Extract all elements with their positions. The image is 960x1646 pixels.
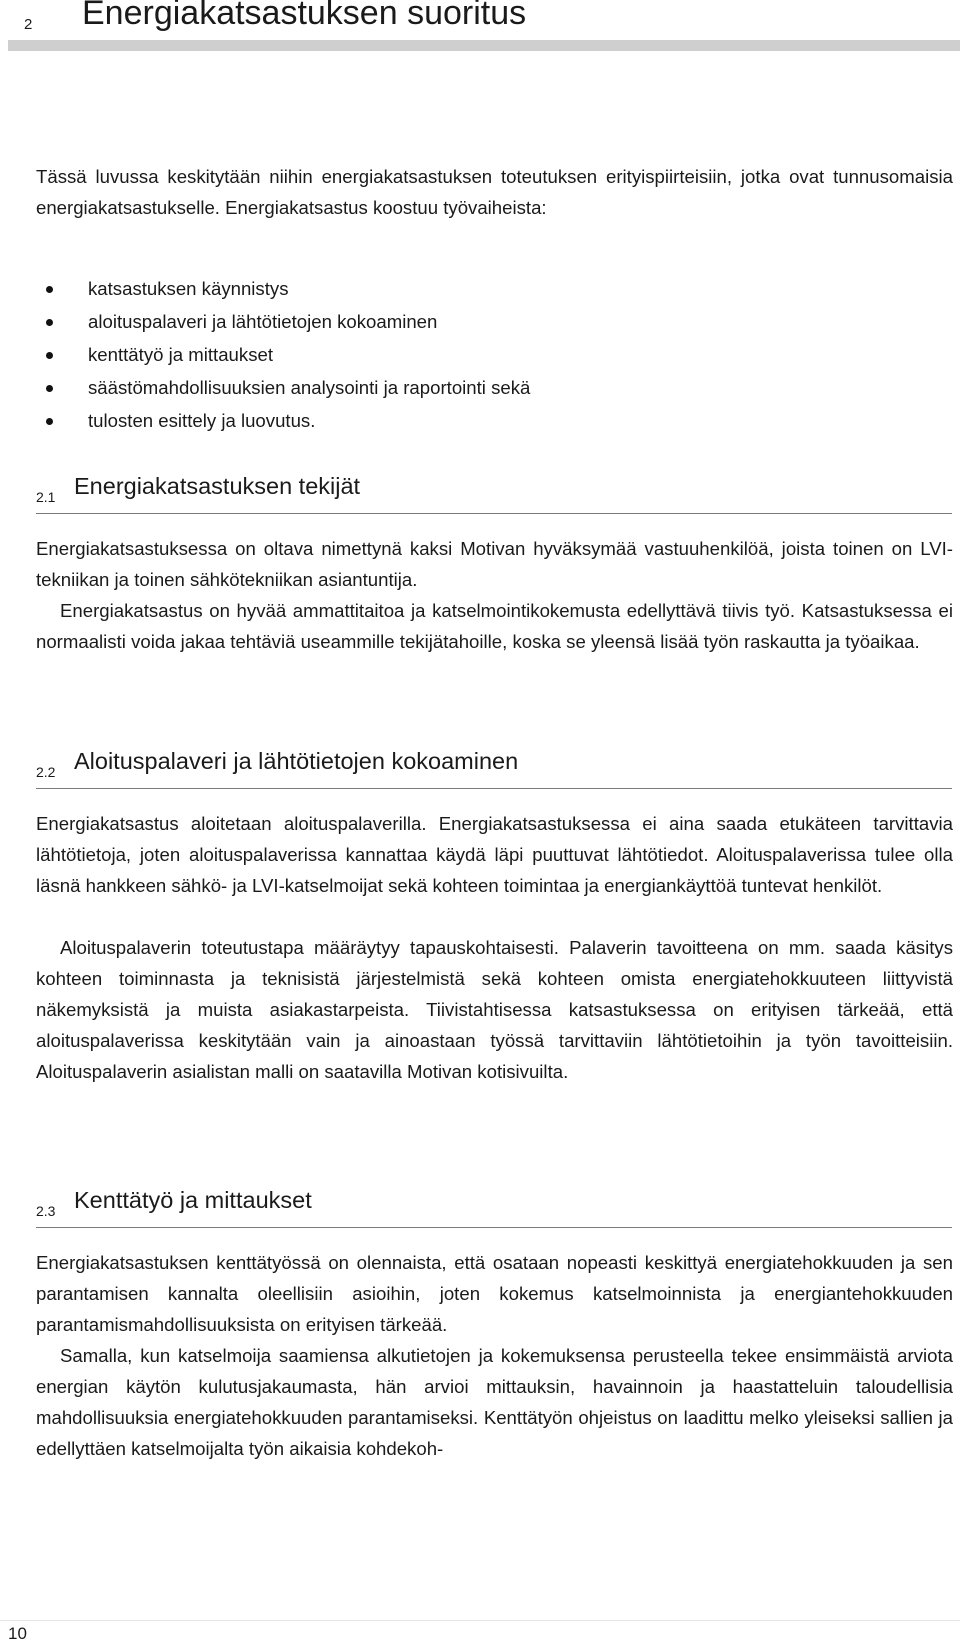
bullet-icon xyxy=(46,286,53,293)
section-title: Aloituspalaveri ja lähtötietojen kokoaminen xyxy=(74,748,519,774)
section-title: Kenttätyö ja mittaukset xyxy=(74,1187,312,1213)
paragraph: Energiakatsastus on hyvää ammattitaitoa ja katselmointikokemusta edellyttävä tiivis työ. Katsastuksessa ei normaalisti voida jakaa tehtäviä useammille tekijätahoille, koska se yleensä lisää työn raskautta ja työaikaa. xyxy=(36,600,953,652)
page-number: 10 xyxy=(8,1624,27,1643)
chapter-number: 2 xyxy=(24,16,33,33)
paragraph: Energiakatsastuksessa on oltava nimettynä kaksi Motivan hyväksymää vastuuhenkilöä, joista toinen on LVI-tekniikan ja toinen sähkötekniikan asiantuntija. xyxy=(36,538,953,590)
paragraph: Energiakatsastus aloitetaan aloituspalaverilla. Energiakatsastuksessa ei aina saada etukäteen tarvittavia lähtötietoja, joten aloituspalaverissa kannattaa käydä läpi puuttuvat lähtötiedot. Aloituspalaverissa tulee olla läsnä hankkeen sähkö- ja LVI-katselmoijat sekä kohteen toimintaa ja energiankäyttöä tuntevat henkilöt. xyxy=(36,813,953,896)
section-number: 2.1 xyxy=(36,489,56,505)
section-heading-2-3 xyxy=(36,1187,952,1228)
list-item: katsastuksen käynnistys xyxy=(36,272,916,305)
list-item: kenttätyö ja mittaukset xyxy=(36,338,916,371)
chapter-rule xyxy=(8,40,960,51)
work-phase-list xyxy=(36,272,916,437)
section-number: 2.3 xyxy=(36,1203,56,1219)
list-item: säästömahdollisuuksien analysointi ja raportointi sekä xyxy=(36,371,916,404)
chapter-title: Energiakatsastuksen suoritus xyxy=(82,0,527,32)
bullet-icon xyxy=(46,352,53,359)
list-item: tulosten esittely ja luovutus. xyxy=(36,404,916,437)
list-item: aloituspalaveri ja lähtötietojen kokoaminen xyxy=(36,305,916,338)
paragraph: Samalla, kun katselmoija saamiensa alkutietojen ja kokemuksensa perusteella tekee ensimmäistä arviota energian käytön kulutusjakaumasta, hän arvioi mittauksin, havainnoin ja haastatteluin taloudellisia mahdollisuuksia energiatehokkuuden parantamiseksi. Kenttätyön ohjeistus on laadittu melko yleiseksi sallien ja edellyttäen katselmoijalta työn aikaisia kohdekoh- xyxy=(36,1345,953,1459)
section-title: Energiakatsastuksen tekijät xyxy=(74,473,361,499)
bullet-icon xyxy=(46,385,53,392)
bullet-icon xyxy=(46,418,53,425)
chapter-heading xyxy=(8,0,960,56)
paragraph: Energiakatsastuksen kenttätyössä on olennaista, että osataan nopeasti keskittyä energiatehokkuuden ja sen parantamisen kannalta oleellisiin asioihin, joten kokemus katselmoinnista ja energiantehokkuuden parantamismahdollisuuksista on erityisen tärkeää. xyxy=(36,1252,953,1335)
paragraph: Aloituspalaverin toteutustapa määräytyy tapauskohtaisesti. Palaverin tavoitteena on mm. saada käsitys kohteen toiminnasta ja teknisistä järjestelmistä sekä kohteen omista energiatehokkuuteen liittyvistä näkemyksistä ja muista asiakastarpeista. Tiivistahtisessa katsastuksessa on erityisen tärkeää, että aloituspalaverissa keskitytään vain ja ainoastaan työssä tarvittaviin lähtötietoihin ja työn tavoitteisiin. Aloituspalaverin asialistan malli on saatavilla Motivan kotisivuilta. xyxy=(36,937,953,1082)
section-number: 2.2 xyxy=(36,764,56,780)
footer-divider xyxy=(0,1620,960,1621)
section-heading-2-2 xyxy=(36,748,952,789)
bullet-icon xyxy=(46,319,53,326)
intro-paragraph: Tässä luvussa keskitytään niihin energiakatsastuksen toteutuksen erityispiirteisiin, jotka ovat tunnusomaisia energiakatsastukselle. Energiakatsastus koostuu työvaiheista: xyxy=(36,166,953,218)
section-heading-2-1 xyxy=(36,473,952,514)
